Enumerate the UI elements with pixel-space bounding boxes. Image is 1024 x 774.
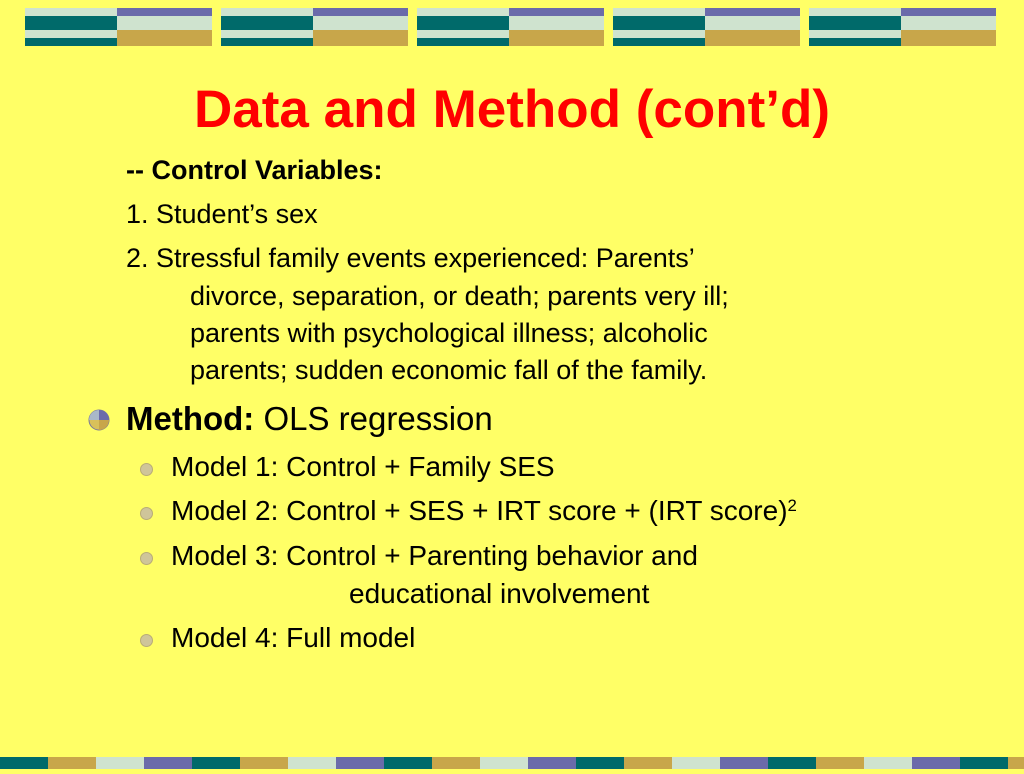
banner-segment	[624, 757, 672, 769]
banner-segment	[705, 8, 800, 16]
banner-segment	[240, 757, 288, 769]
banner-segment	[117, 30, 212, 46]
banner-segment	[336, 757, 384, 769]
banner-segment	[901, 30, 996, 46]
model-1: Model 1: Control + Family SES	[171, 451, 555, 482]
banner-segment	[117, 16, 212, 30]
bullet-dot-icon	[140, 507, 153, 520]
banner-segment	[809, 38, 901, 46]
model-3-line-2: educational involvement	[349, 578, 650, 609]
banner-segment	[901, 16, 996, 30]
banner-segment	[613, 8, 705, 16]
bottom-banner	[0, 756, 1024, 768]
banner-segment	[705, 16, 800, 30]
banner-segment	[417, 8, 509, 16]
banner-segment	[288, 757, 336, 769]
banner-segment	[313, 8, 408, 16]
banner-segment	[809, 30, 901, 38]
method-label: Method:	[126, 400, 255, 437]
control-item-1: 1. Student’s sex	[126, 199, 318, 229]
banner-segment	[864, 757, 912, 769]
banner-segment	[672, 757, 720, 769]
slide-title: Data and Method (cont’d)	[194, 80, 830, 139]
banner-segment	[221, 38, 313, 46]
bullet-dot-icon	[140, 552, 153, 565]
banner-segment	[809, 16, 901, 30]
banner-segment	[705, 30, 800, 46]
banner-segment	[480, 757, 528, 769]
banner-segment	[117, 8, 212, 16]
banner-segment	[192, 757, 240, 769]
control-item-2-line-2: divorce, separation, or death; parents very ill;	[190, 281, 729, 311]
banner-segment	[48, 757, 96, 769]
banner-segment	[417, 16, 509, 30]
banner-segment	[25, 30, 117, 38]
bottom-banner-graphic	[0, 757, 1024, 769]
control-item-2-line-1: 2. Stressful family events experienced: Parents’	[126, 243, 695, 273]
model-3-line-1: Model 3: Control + Parenting behavior and	[171, 540, 698, 571]
banner-segment	[613, 16, 705, 30]
bullet-dot-icon	[140, 634, 153, 647]
banner-segment	[221, 30, 313, 38]
banner-segment	[384, 757, 432, 769]
banner-segment	[768, 757, 816, 769]
banner-segment	[613, 30, 705, 38]
banner-segment	[809, 8, 901, 16]
banner-segment	[432, 757, 480, 769]
control-item-2-line-4: parents; sudden economic fall of the family.	[190, 355, 708, 385]
banner-segment	[528, 757, 576, 769]
banner-segment	[509, 8, 604, 16]
method-value: OLS regression	[254, 400, 493, 437]
model-2-text: Model 2: Control + SES + IRT score + (IRT score)	[171, 495, 788, 526]
banner-segment	[313, 16, 408, 30]
banner-segment	[912, 757, 960, 769]
banner-segment	[25, 8, 117, 16]
banner-segment	[613, 38, 705, 46]
banner-segment	[720, 757, 768, 769]
model-2-superscript: 2	[787, 495, 797, 515]
banner-segment	[509, 30, 604, 46]
banner-segment	[1008, 757, 1024, 769]
banner-segment	[417, 30, 509, 38]
banner-segment	[25, 38, 117, 46]
pie-bullet-icon	[88, 409, 110, 431]
method-line	[126, 398, 493, 440]
banner-segment	[221, 16, 313, 30]
banner-segment	[144, 757, 192, 769]
banner-segment	[816, 757, 864, 769]
banner-segment	[221, 8, 313, 16]
bullet-dot-icon	[140, 463, 153, 476]
banner-segment	[313, 30, 408, 46]
banner-segment	[0, 757, 48, 769]
banner-segment	[901, 8, 996, 16]
banner-segment	[960, 757, 1008, 769]
top-banner	[0, 8, 1024, 46]
banner-segment	[509, 16, 604, 30]
banner-segment	[96, 757, 144, 769]
banner-segment	[25, 16, 117, 30]
banner-segment	[417, 38, 509, 46]
top-banner-graphic	[0, 8, 1024, 46]
model-4: Model 4: Full model	[171, 622, 416, 653]
model-2	[171, 493, 797, 529]
control-item-2-line-3: parents with psychological illness; alcoholic	[190, 318, 708, 348]
banner-segment	[576, 757, 624, 769]
control-variables-heading: -- Control Variables:	[126, 155, 383, 185]
